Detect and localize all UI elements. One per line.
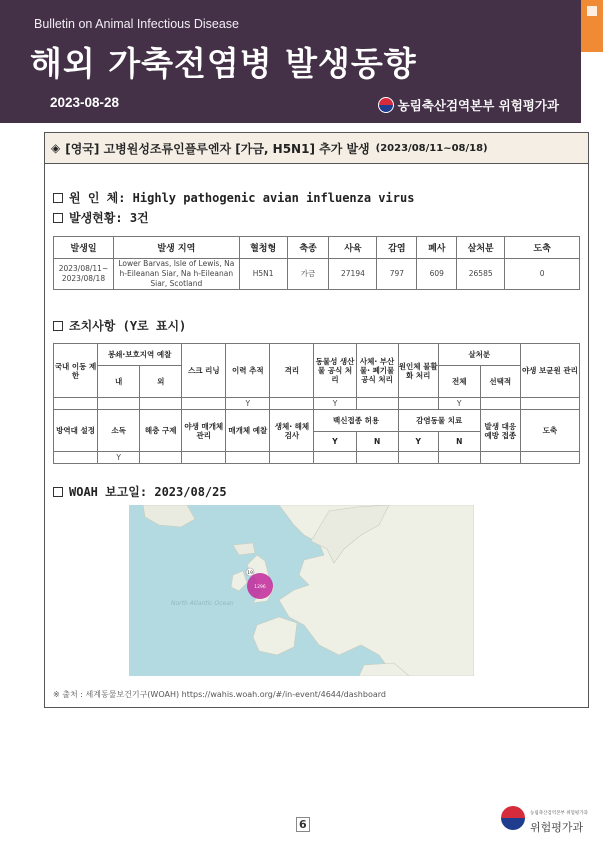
header-accent-square: [587, 6, 597, 16]
org-label: [378, 96, 559, 114]
table-cell: [520, 398, 579, 410]
table-cell: [438, 452, 480, 464]
header-strip: [581, 52, 603, 123]
table-cell: [98, 398, 140, 410]
table-header: 해충 구제: [140, 410, 182, 452]
cause-text: 원 인 체: Highly pathogenic avian influenza virus: [69, 191, 415, 205]
woah-text: WOAH 보고일: 2023/08/25: [69, 485, 227, 499]
header-banner: [0, 0, 603, 123]
table-header: 봉쇄·보호지역 예찰: [98, 344, 182, 366]
table-header: 생체· 해체 검사: [270, 410, 314, 452]
org-name: 농림축산검역본부 위험평가과: [397, 98, 559, 113]
section-title-text: [영국] 고병원성조류인플루엔자 [가금, H5N1] 추가 발생: [65, 141, 370, 156]
table-header-row: [54, 237, 580, 259]
report-section: [44, 132, 589, 708]
measures-header-row-1: [54, 344, 580, 366]
table-cell: 797: [377, 259, 417, 290]
table-header: 국내 이동 제한: [54, 344, 98, 398]
table-header: 발생 대응 예방 접종: [480, 410, 520, 452]
table-header: N: [356, 432, 398, 452]
table-header: 혈청형: [239, 237, 287, 259]
table-cell: 가금: [287, 259, 329, 290]
table-header: 소독: [98, 410, 140, 452]
cause-line: [53, 189, 414, 206]
table-header: 내: [98, 366, 140, 398]
table-header: 선택적: [480, 366, 520, 398]
diamond-marker-icon: ◈: [51, 141, 61, 155]
measures-header-row-3: [54, 410, 580, 432]
bulletin-label: Bulletin on Animal Infectious Disease: [34, 17, 239, 31]
section-title: [45, 133, 588, 164]
table-cell: Y: [226, 398, 270, 410]
table-header: 살처분: [457, 237, 505, 259]
map-cluster-small-label: 19: [247, 571, 253, 576]
table-header: 도축: [520, 410, 579, 452]
source-note: ※ 출처 : 세계동물보건기구(WOAH) https://wahis.woah.org/#/in-event/4644/dashboard: [53, 690, 386, 699]
table-header: 도축: [505, 237, 580, 259]
table-cell: [520, 452, 579, 464]
table-header: 사육: [329, 237, 377, 259]
measures-line: [53, 317, 186, 334]
table-row: [54, 452, 580, 464]
table-header: 축종: [287, 237, 329, 259]
table-header: Y: [314, 432, 356, 452]
table-cell: [314, 452, 356, 464]
table-header: 동물성 생산물 공식 처리: [314, 344, 356, 398]
table-header: 감염: [377, 237, 417, 259]
outbreak-map[interactable]: [129, 505, 474, 676]
footer-org-name: 위험평가과: [530, 821, 584, 834]
table-header: 백신접종 허용: [314, 410, 398, 432]
status-line: [53, 209, 149, 226]
table-header: 살처분: [438, 344, 520, 366]
measures-table: [53, 343, 580, 464]
table-cell: [480, 452, 520, 464]
table-cell: H5N1: [239, 259, 287, 290]
table-cell: [480, 398, 520, 410]
table-cell: [270, 398, 314, 410]
table-cell: [140, 452, 182, 464]
woah-line: [53, 483, 227, 500]
table-header: 야생 보균원 관리: [520, 344, 579, 398]
measures-text: 조치사항 (Y로 표시): [69, 319, 187, 333]
table-header: 격리: [270, 344, 314, 398]
map-svg: [129, 505, 474, 676]
checkbox-icon: [53, 193, 63, 203]
table-cell: 26585: [457, 259, 505, 290]
table-header: N: [438, 432, 480, 452]
outbreak-table: [53, 236, 580, 290]
table-row: [54, 398, 580, 410]
table-header: 발생 지역: [113, 237, 239, 259]
table-cell: [226, 452, 270, 464]
map-ocean-label: North Atlantic Ocean: [171, 600, 234, 607]
table-cell: 0: [505, 259, 580, 290]
table-cell: Y: [98, 452, 140, 464]
map-cluster-big-label: 1296: [254, 585, 266, 590]
table-header: 사체· 부산물· 폐기물 공식 처리: [356, 344, 398, 398]
table-header: 전체: [438, 366, 480, 398]
table-cell: [356, 452, 398, 464]
footer-org-small: 농림축산검역본부 위험평가과: [530, 811, 588, 816]
table-cell: 27194: [329, 259, 377, 290]
table-cell: [182, 398, 226, 410]
table-header: 야생 매개체 관리: [182, 410, 226, 452]
table-cell: Y: [438, 398, 480, 410]
table-cell: [398, 398, 438, 410]
page-number: 6: [296, 817, 310, 832]
table-cell: 609: [417, 259, 457, 290]
table-cell: [54, 398, 98, 410]
table-cell: [54, 452, 98, 464]
table-header: 스크 리닝: [182, 344, 226, 398]
table-cell: Lower Barvas, Isle of Lewis, Na h-Eileanan Siar, Na h-Eileanan Siar, Scotland: [113, 259, 239, 290]
table-header: 감염동물 치료: [398, 410, 480, 432]
issue-date: 2023-08-28: [50, 95, 120, 110]
table-header: 원인체 불활화 처리: [398, 344, 438, 398]
checkbox-icon: [53, 487, 63, 497]
checkbox-icon: [53, 321, 63, 331]
table-cell: [398, 452, 438, 464]
table-cell: 2023/08/11~ 2023/08/18: [54, 259, 114, 290]
table-cell: Y: [314, 398, 356, 410]
table-header: Y: [398, 432, 438, 452]
table-header: 이력 추적: [226, 344, 270, 398]
table-row: [54, 259, 580, 290]
table-cell: [182, 452, 226, 464]
table-cell: [270, 452, 314, 464]
table-header: 발생일: [54, 237, 114, 259]
table-header: 폐사: [417, 237, 457, 259]
table-header: 방역대 설정: [54, 410, 98, 452]
footer-taegeuk-logo-icon: [501, 806, 525, 830]
table-cell: [356, 398, 398, 410]
status-text: 발생현황: 3건: [69, 211, 149, 225]
table-header: 외: [140, 366, 182, 398]
table-cell: [140, 398, 182, 410]
page-title: 해외 가축전염병 발생동향: [30, 44, 417, 83]
section-period: (2023/08/11~08/18): [375, 142, 488, 154]
checkbox-icon: [53, 213, 63, 223]
taegeuk-logo-icon: [378, 97, 394, 113]
table-header: 매개체 예찰: [226, 410, 270, 452]
